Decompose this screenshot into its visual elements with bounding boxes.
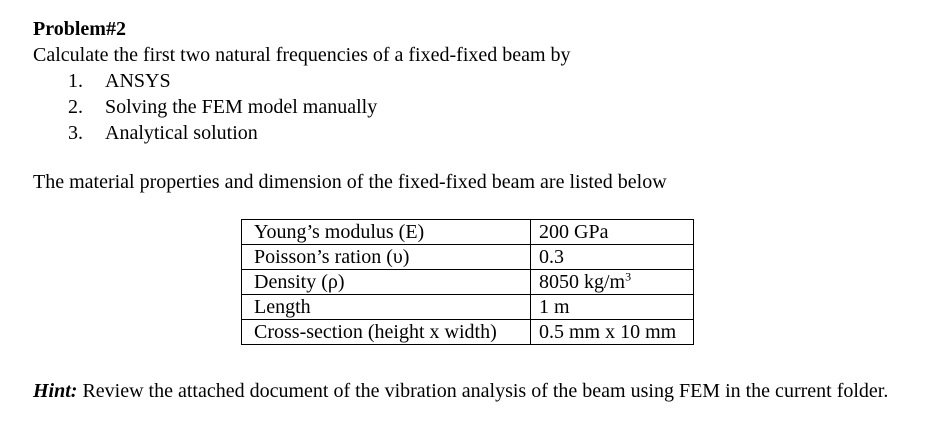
property-value: 1 m [531, 295, 694, 320]
list-item [33, 120, 925, 146]
table-row [242, 220, 694, 245]
list-item-text: ANSYS [105, 70, 171, 92]
hint-label: Hint: [33, 380, 78, 402]
list-item-number: 3. [68, 122, 83, 144]
list-item-text: Solving the FEM model manually [105, 96, 378, 118]
problem-intro: Calculate the first two natural frequencies of a fixed-fixed beam by [33, 44, 571, 66]
list-item-number: 2. [68, 96, 83, 118]
list-item [33, 68, 925, 94]
property-label: Cross-section (height x width) [242, 320, 531, 345]
hint-text: Review the attached document of the vibration analysis of the beam using FEM in the current folder. [77, 380, 889, 402]
material-properties-table [241, 219, 694, 345]
steps-list [33, 68, 925, 146]
list-item-text: Analytical solution [105, 122, 258, 144]
document-page [33, 16, 925, 402]
density-value: 8050 kg/m [539, 271, 626, 293]
property-value: 200 GPa [531, 220, 694, 245]
property-value: 0.3 [531, 245, 694, 270]
property-value [531, 270, 694, 295]
property-label: Young’s modulus (E) [242, 220, 531, 245]
hint-paragraph [33, 379, 925, 403]
list-item-number: 1. [68, 70, 83, 92]
problem-title: Problem#2 [33, 18, 126, 40]
property-label: Poisson’s ration (υ) [242, 245, 531, 270]
table-row [242, 270, 694, 295]
property-label: Length [242, 295, 531, 320]
table-row [242, 245, 694, 270]
list-item [33, 94, 925, 120]
property-value: 0.5 mm x 10 mm [531, 320, 694, 345]
property-label: Density (ρ) [242, 270, 531, 295]
materials-intro: The material properties and dimension of the fixed-fixed beam are listed below [33, 171, 667, 193]
table-row [242, 295, 694, 320]
density-unit-exponent: 3 [625, 269, 632, 284]
table-row [242, 320, 694, 345]
